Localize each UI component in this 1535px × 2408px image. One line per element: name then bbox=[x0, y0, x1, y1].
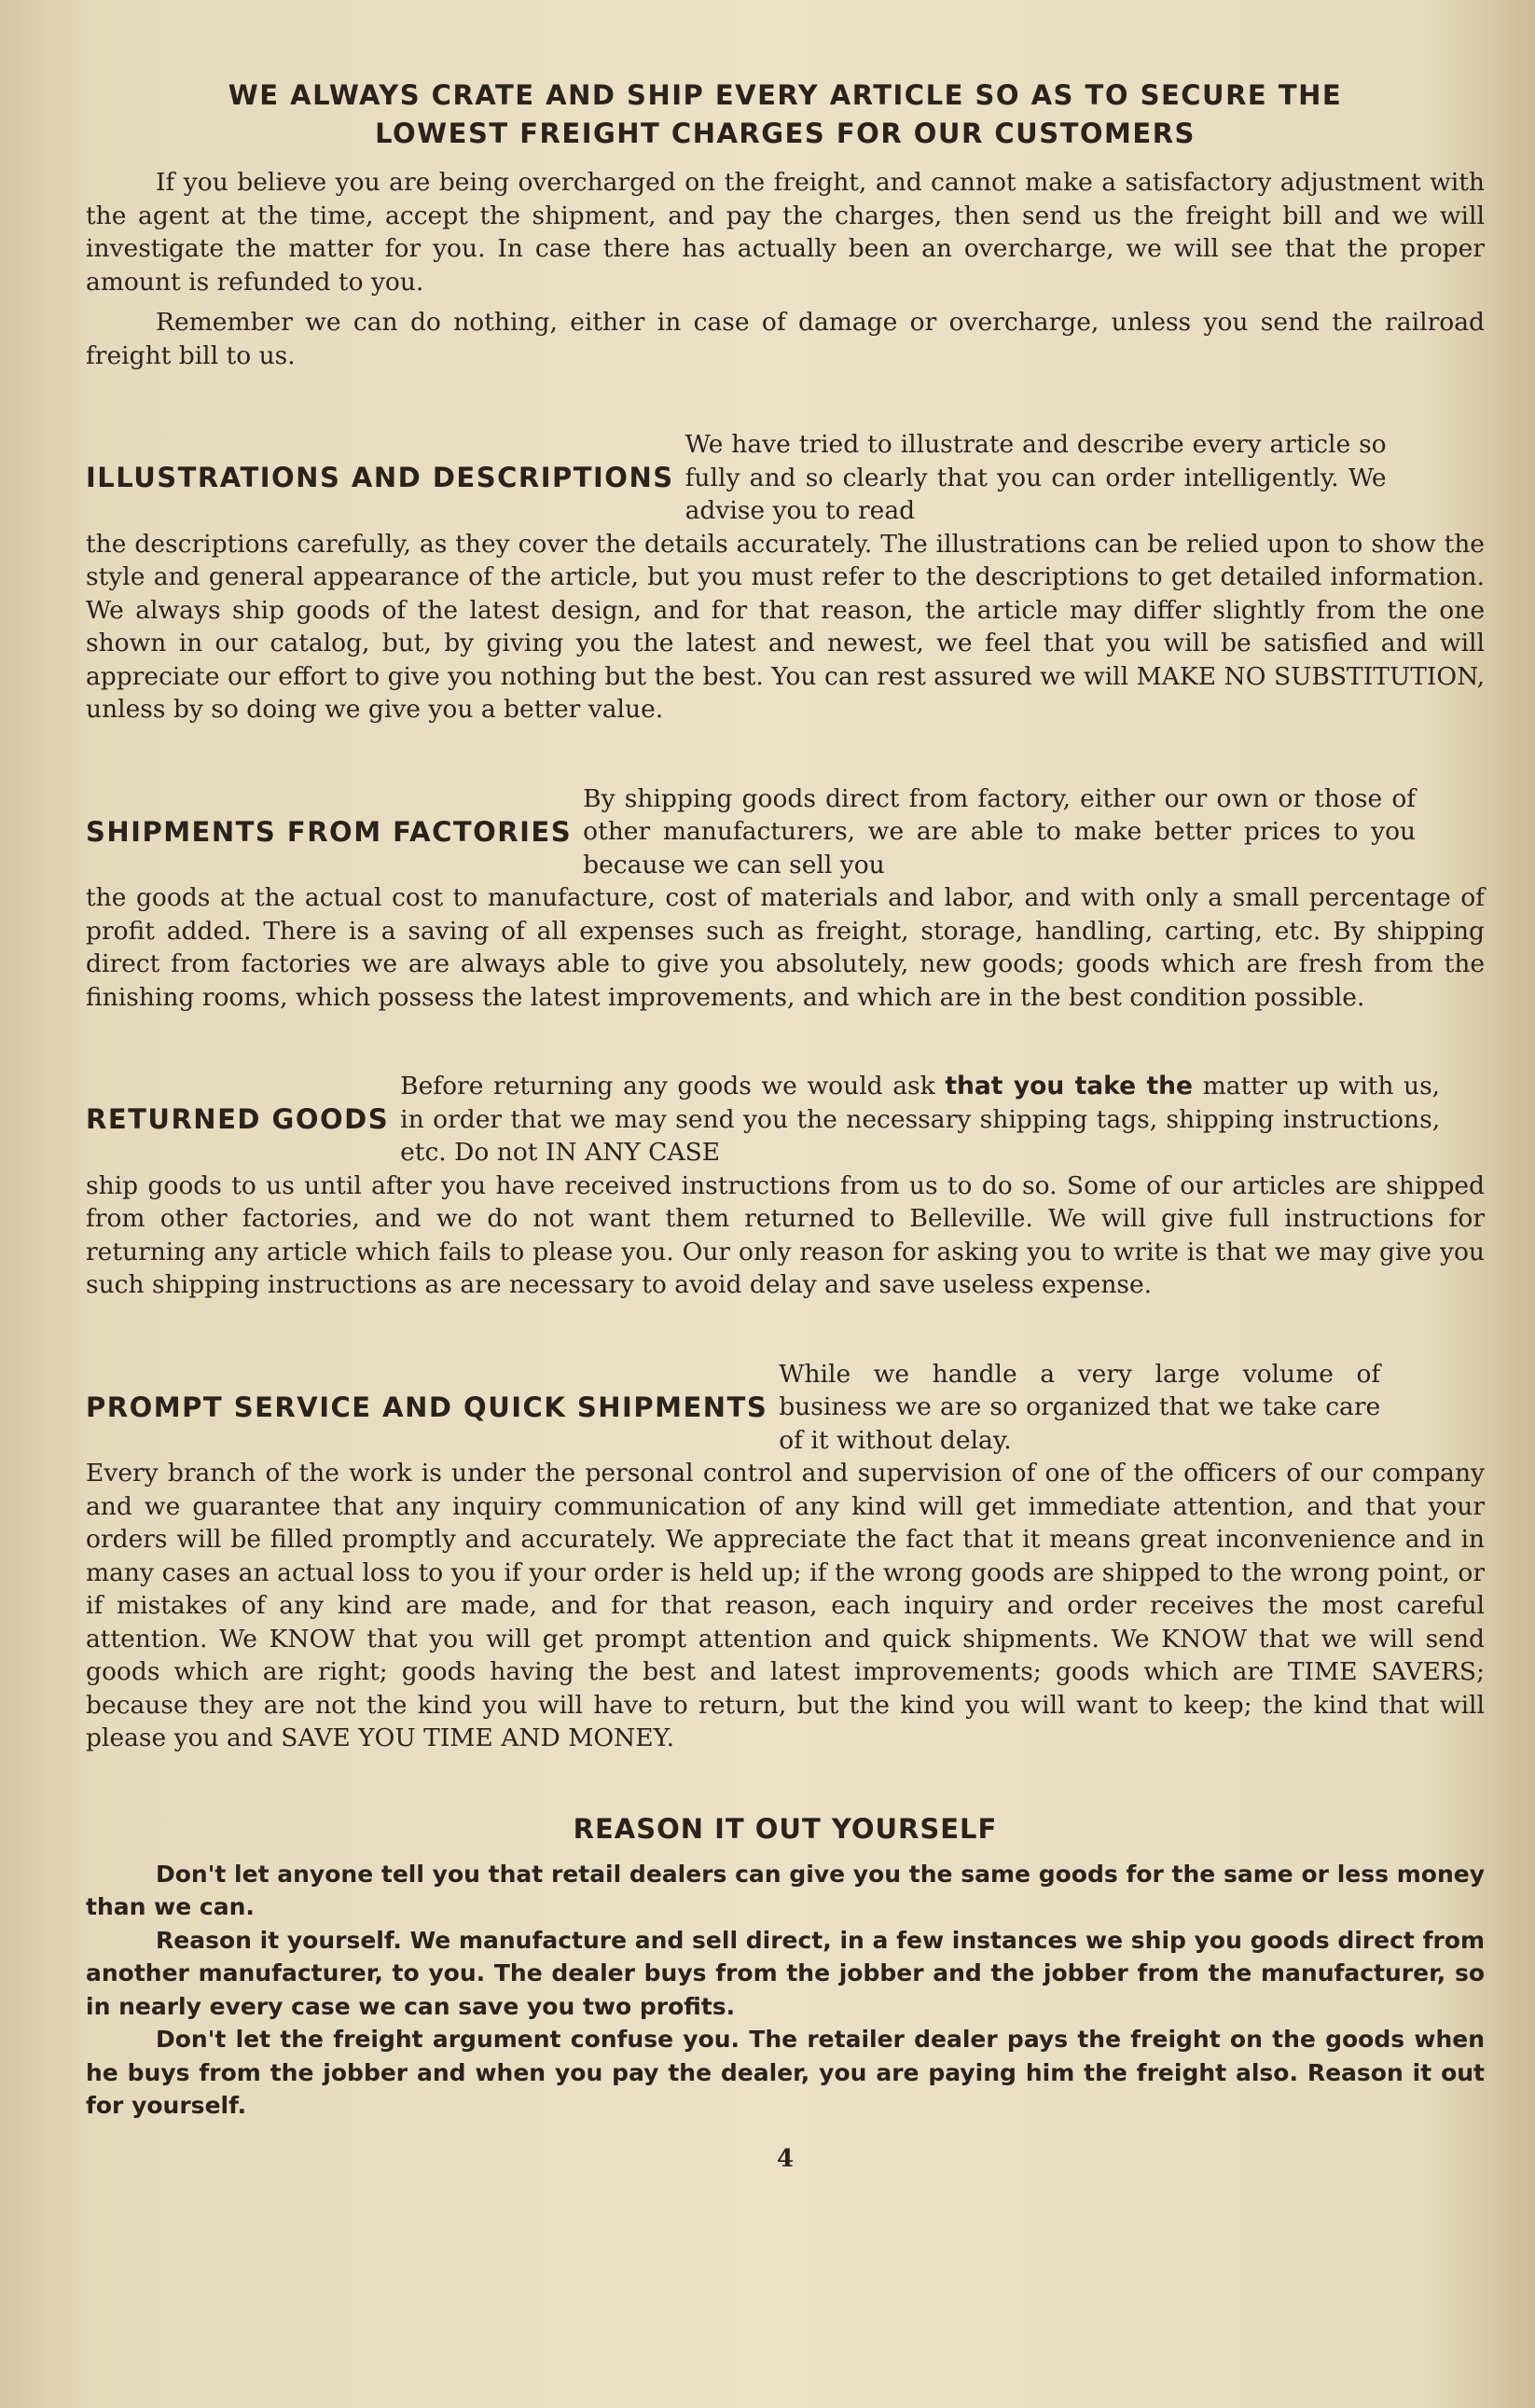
page-number: 4 bbox=[776, 2144, 795, 2173]
prompt-section bbox=[86, 1358, 1485, 1755]
shipments-intro: By shipping goods direct from factory, either our own or those of other manufacturers, we are able to make better prices to you because we can sell you bbox=[583, 783, 1417, 879]
returned-intro-start: Before returning any goods we would ask bbox=[400, 1072, 946, 1100]
returned-section bbox=[86, 1070, 1485, 1302]
shipments-body: the goods at the actual cost to manufacture, cost of materials and labor, and with only a small percentage of profit added. There is a saving of all expenses such as freight, storage, handling, carting, etc. By shipping direct from factories we are always able to give you absolutely, new goods; goods which are fresh from the finishing rooms, which possess the latest improvements, and which are in the best condition possible. bbox=[86, 883, 1485, 1012]
prompt-heading: PROMPT SERVICE AND QUICK SHIPMENTS bbox=[86, 1391, 768, 1423]
illustrations-intro: We have tried to illustrate and describe every article so fully and so clearly that you can order intelligently. We advise you to read bbox=[685, 430, 1387, 525]
main-heading-line2: LOWEST FREIGHT CHARGES FOR OUR CUSTOMERS bbox=[375, 118, 1196, 149]
returned-intro-emphasis: that you take the bbox=[945, 1072, 1194, 1100]
reason-paragraph-1: Don't let anyone tell you that retail dealers can give you the same goods for the same or less money than we can. bbox=[86, 1860, 1485, 1920]
prompt-body: Every branch of the work is under the personal control and supervision of one of the officers of our company and we guarantee that any inquiry communication of any kind will get immediate attention, and that your orders will be filled promptly and accurately. We appreciate the fact that it means great inconvenience and in many cases an actual loss to you if your order is held up; if the wrong goods are shipped to the wrong point, or if mistakes of any kind are made, and for that reason, each inquiry and order receives the most careful attention. We KNOW that you will get prompt attention and quick shipments. We KNOW that we will send goods which are right; goods having the best and latest improvements; goods which are TIME SAVERS; because they are not the kind you will have to return, but the kind you will want to keep; the kind that will please you and SAVE YOU TIME AND MONEY. bbox=[86, 1459, 1485, 1752]
reason-paragraph-2: Reason it yourself. We manufacture and sell direct, in a few instances we ship you goods direct from another manufacturer, to you. The dealer buys from the jobber and the jobber from the manufacturer, so in nearly every case we can save you two profits. bbox=[86, 1926, 1485, 2020]
reason-section bbox=[86, 1813, 1485, 2123]
returned-body: ship goods to us until after you have received instructions from us to do so. Some of our articles are shipped from other factories, and we do not want them returned to Belleville. We will give full instructions for returning any article which fails to please you. Our only reason for asking you to write is that we may give you such shipping instructions as are necessary to avoid delay and save useless expense. bbox=[86, 1170, 1485, 1299]
returned-intro-end: matter up with us, in order that we may send you the necessary shipping tags, shipping instructions, etc. Do not IN ANY CASE bbox=[400, 1072, 1441, 1167]
freight-paragraph-1: If you believe you are being overcharged on the freight, and cannot make a satisfactory adjustment with the agent at the time, accept the shipment, and pay the charges, then send us the freight bill and we will investigate the matter for you. In case there has actually been an overcharge, we will see that the proper amount is refunded to you. bbox=[86, 168, 1485, 297]
shipments-section bbox=[86, 782, 1485, 1015]
illustrations-heading: ILLUSTRATIONS AND DESCRIPTIONS bbox=[86, 462, 674, 494]
page-content bbox=[86, 76, 1485, 2173]
returned-heading: RETURNED GOODS bbox=[86, 1103, 390, 1136]
reason-paragraph-3: Don't let the freight argument confuse you. The retailer dealer pays the freight on the goods when he buys from the jobber and when you pay the dealer, you are paying him the freight also. Reason it out for yourself. bbox=[86, 2026, 1485, 2119]
reason-heading: REASON IT OUT YOURSELF bbox=[573, 1812, 998, 1845]
illustrations-body: the descriptions carefully, as they cover the details accurately. The illustrations can be relied upon to show the style and general appearance of the article, but you must refer to the descriptions to get detailed information. We always ship goods of the latest design, and for that reason, the article may differ slightly from the one shown in our catalog, but, by giving you the latest and newest, we feel that you will be satisfied and will appreciate our effort to give you nothing but the best. You can rest assured we will MAKE NO SUBSTITUTION, unless by so doing we give you a better value. bbox=[86, 529, 1485, 724]
freight-paragraph-2: Remember we can do nothing, either in case of damage or overcharge, unless you send the railroad freight bill to us. bbox=[86, 308, 1485, 370]
returned-intro bbox=[400, 1070, 1440, 1169]
illustrations-section bbox=[86, 428, 1485, 727]
shipments-heading: SHIPMENTS FROM FACTORIES bbox=[86, 815, 573, 848]
prompt-intro: While we handle a very large volume of business we are so organized that we take care of it without delay. bbox=[779, 1359, 1381, 1455]
main-heading bbox=[86, 76, 1485, 153]
main-heading-line1: WE ALWAYS CRATE AND SHIP EVERY ARTICLE SO AS TO SECURE THE bbox=[228, 79, 1343, 111]
